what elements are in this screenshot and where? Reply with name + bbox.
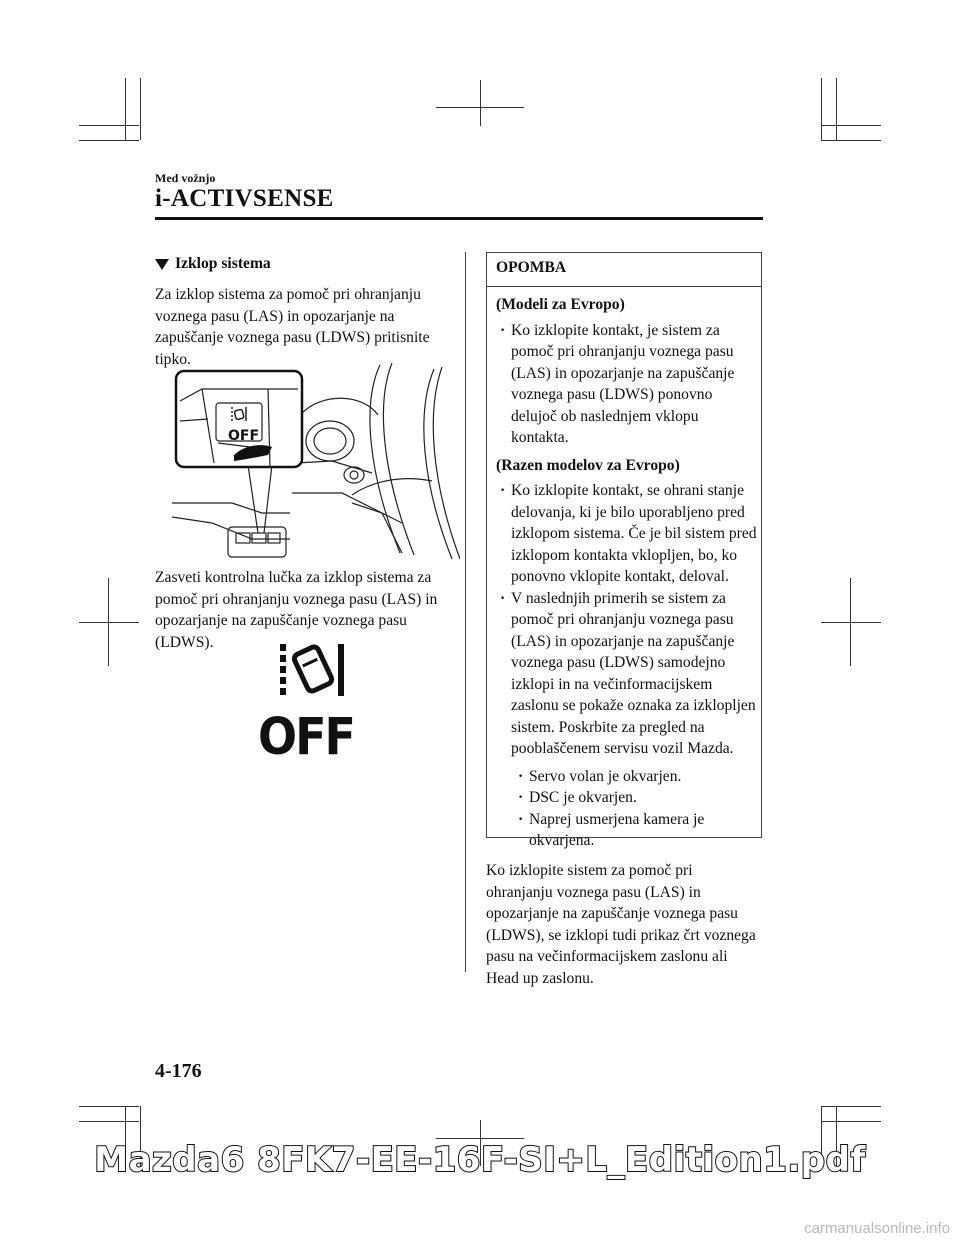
subheading: [155, 255, 271, 273]
non-europe-bullet: · Ko izklopite kontakt, se ohrani stanje delovanja, ki je bilo uporabljeno pred izklopom sistema. Če je bil sistem pred izklopom kontakta vklopljen, bo, ko ponovno vklopite kontakt, deloval.: [496, 480, 758, 588]
header-rule: [155, 217, 763, 220]
after-illustration-paragraph: Zasveti kontrolna lučka za izklop sistema za pomoč pri ohranjanju voznega pasu (LAS) in opozarjanje na zapuščanje voznega pasu (LDWS).: [155, 569, 438, 651]
non-europe-heading: (Razen modelov za Evropo): [496, 456, 680, 474]
note-content: [496, 289, 758, 852]
fault-bullet: · Servo volan je okvarjen.: [496, 766, 758, 788]
dashboard-switch-illustration: [172, 363, 460, 563]
europe-bullet: · Ko izklopite kontakt, je sistem za pomoč pri ohranjanju voznega pasu (LAS) in opozarjanje na zapuščanje voznega pasu (LDWS) ponovno delujoč ob naslednjem vklopu kontakta.: [496, 320, 758, 449]
right-paragraph: Ko izklopite sistem za pomoč pri ohranjanju voznega pasu (LAS) in opozarjanje na zapuščanje voznega pasu (LDWS), se izklopi tudi prikaz črt voznega pasu na večinformacijskem zaslonu ali Head up zaslonu.: [486, 862, 756, 987]
triangle-bullet-icon: [155, 259, 169, 270]
europe-heading: (Modeli za Evropo): [496, 296, 625, 313]
subheading-text: Izklop sistema: [175, 255, 271, 272]
column-divider: [465, 252, 466, 972]
non-europe-bullet: · V naslednjih primerih se sistem za pomoč pri ohranjanju voznega pasu (LAS) in opozarjanje na zapuščanje voznega pasu (LDWS) samodejno izklopi in na večinformacijskem zaslonu se pokaže oznaka za izklopljen sistem. Poskrbite za pregled na pooblaščenem servisu vozil Mazda.: [496, 588, 758, 760]
fault-bullet: · Naprej usmerjena kamera je okvarjena.: [496, 809, 758, 852]
fault-bullet: · DSC je okvarjen.: [496, 787, 758, 809]
intro-paragraph: Za izklop sistema za pomoč pri ohranjanju voznega pasu (LAS) in opozarjanje na zapuščanje voznega pasu (LDWS) pritisnite tipko.: [155, 286, 430, 368]
indicator-off-text: OFF: [258, 706, 354, 766]
lane-departure-icon: [258, 642, 358, 704]
note-heading: OPOMBA: [487, 253, 761, 287]
watermark: carmanualsonline.info: [804, 1220, 950, 1237]
switch-off-label: OFF: [228, 428, 260, 444]
las-ldws-off-indicator: [258, 642, 358, 766]
note-box: [486, 252, 762, 849]
section-label: Med vožnjo: [155, 171, 216, 185]
page-title: i-ACTIVSENSE: [155, 185, 334, 212]
footer-filename: Mazda6 8FK7-EE-16F-SI+L_Edition1.pdf: [94, 1140, 866, 1180]
page-number: 4-176: [155, 1060, 202, 1082]
